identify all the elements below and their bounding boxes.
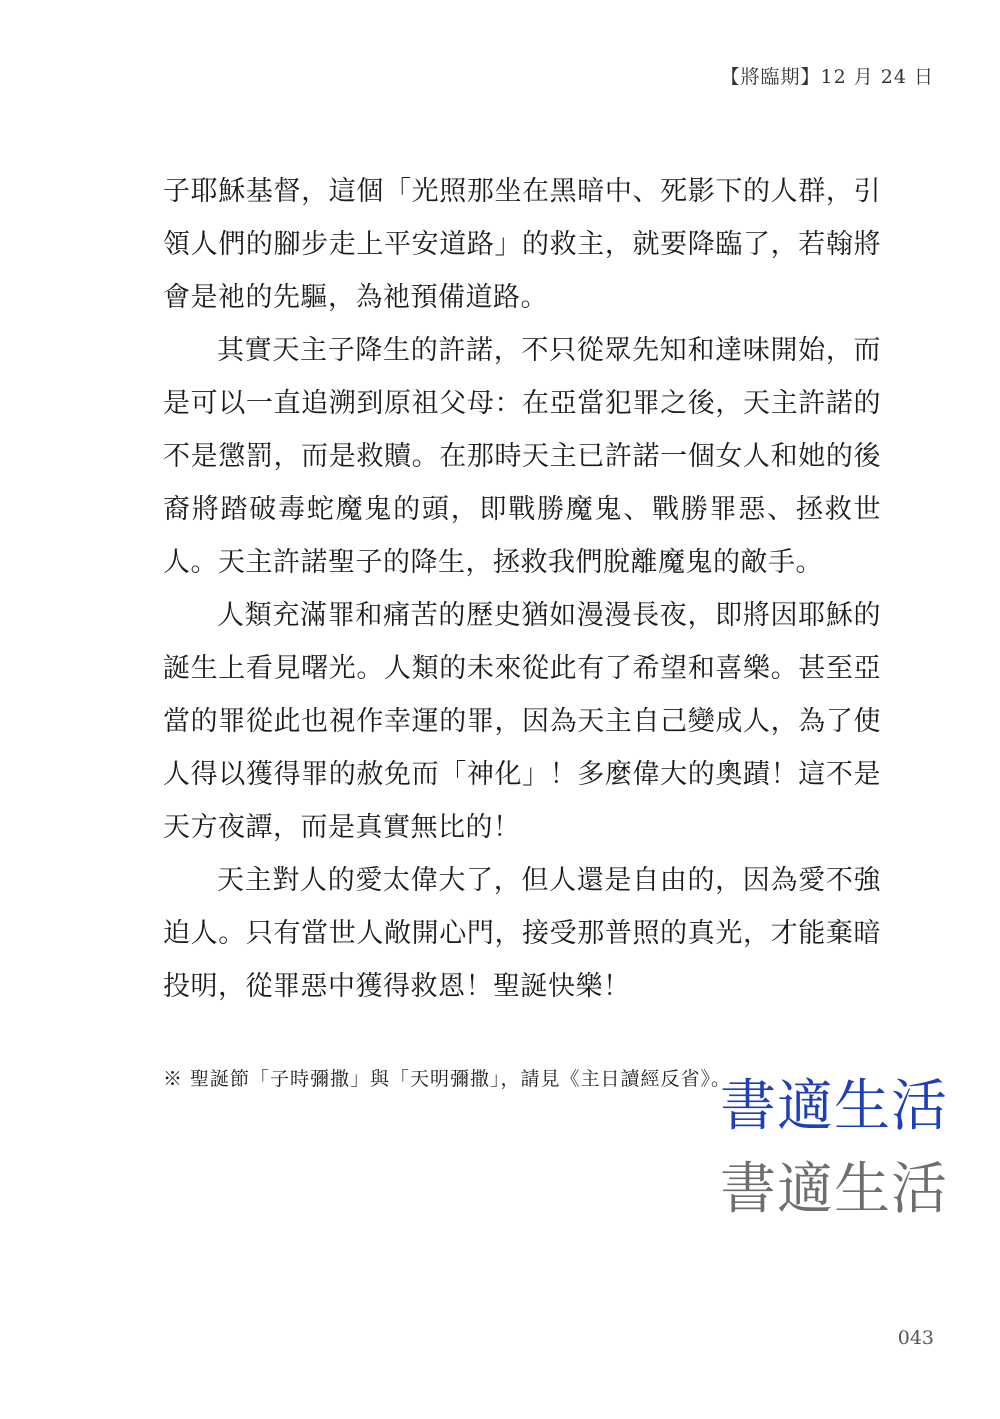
footnote: ※ 聖誕節「子時彌撒」與「天明彌撒」，請見《主日讀經反省》。 (163, 1068, 732, 1090)
paragraph-3: 人類充滿罪和痛苦的歷史猶如漫漫長夜，即將因耶穌的誕生上看見曙光。人類的未來從此有了希望和喜樂。甚至亞當的罪從此也視作幸運的罪，因為天主自己變成人，為了使人得以獲得罪的赦免而「神化」！多麼偉大的奧蹟！這不是天方夜譚，而是真實無比的！ (163, 600, 881, 843)
paragraph-2: 其實天主子降生的許諾，不只從眾先知和達味開始，而是可以一直追溯到原祖父母：在亞當犯罪之後，天主許諾的不是懲罰，而是救贖。在那時天主已許諾一個女人和她的後裔將踏破毒蛇魔鬼的頭，即戰勝魔鬼、戰勝罪惡、拯救世人。天主許諾聖子的降生，拯救我們脫離魔鬼的敵手。 (163, 335, 881, 578)
running-head: 【將臨期】12 月 24 日 (720, 66, 934, 88)
body-text (163, 165, 881, 1013)
watermark-logo-gray: 書適生活 (720, 1157, 948, 1222)
page-number: 043 (897, 1327, 934, 1349)
watermark-logo-blue: 書適生活 (720, 1074, 948, 1139)
paragraph-4: 天主對人的愛太偉大了，但人還是自由的，因為愛不強迫人。只有當世人敞開心門，接受那普照的真光，才能棄暗投明，從罪惡中獲得救恩！聖誕快樂！ (163, 865, 881, 1002)
paragraph-1: 子耶穌基督，這個「光照那坐在黑暗中、死影下的人群，引領人們的腳步走上平安道路」的救主，就要降臨了，若翰將會是祂的先驅，為祂預備道路。 (163, 176, 881, 313)
